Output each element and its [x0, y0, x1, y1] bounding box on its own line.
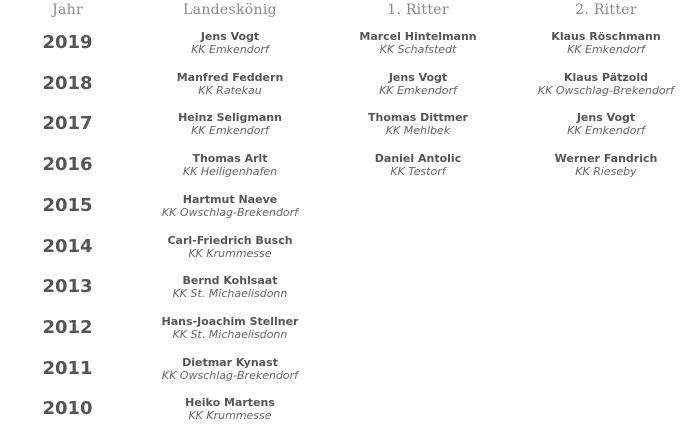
table-row [0, 396, 700, 436]
person-name: Klaus Röschmann [551, 30, 661, 43]
person-name: Jens Vogt [388, 70, 448, 84]
person-name: Carl-Friedrich Busch [167, 233, 293, 247]
person-name: Heinz Seligmann [178, 111, 282, 125]
person-name: Hans-Joachim Stellner [161, 314, 299, 328]
club-name: KK Emkendorf [191, 124, 269, 138]
club-name: KK Testorf [390, 165, 446, 179]
ritter1-cell [318, 152, 518, 179]
person-name: Bernd Kohlsaat [182, 274, 278, 288]
club-name: KK Ratekau [198, 83, 262, 97]
person-name: Daniel Antolic [374, 152, 462, 166]
ritter2-cell [506, 152, 700, 179]
club-name: KK Emkendorf [379, 83, 457, 97]
person-name: Thomas Arlt [192, 152, 268, 166]
club-name: KK Owschlag-Brekendorf [161, 368, 299, 382]
table-row [0, 274, 700, 314]
club-name: KK St. Michaelisdonn [172, 327, 288, 341]
person-name: Heiko Martens [185, 396, 275, 410]
club-name: KK Emkendorf [567, 43, 645, 56]
table-row [0, 356, 700, 396]
year-cell: 2013 [42, 276, 93, 298]
club-name: KK St. Michaelisdonn [172, 287, 288, 301]
year-cell: 2018 [42, 72, 93, 94]
ritter1-cell [318, 111, 518, 138]
club-name: KK Owschlag-Brekendorf [161, 205, 299, 219]
year-cell: 2019 [42, 32, 93, 53]
person-name: Thomas Dittmer [368, 111, 468, 125]
header-ritter1: 1. Ritter [387, 2, 449, 18]
club-name: KK Krummesse [188, 246, 272, 260]
ritter1-cell [318, 30, 518, 57]
club-name: KK Rieseby [575, 165, 637, 179]
person-name: Dietmar Kynast [182, 355, 278, 369]
header-landeskoenig: Landeskönig [183, 2, 277, 18]
header-year: Jahr [52, 2, 83, 18]
year-cell: 2011 [42, 357, 93, 379]
table-row [0, 315, 700, 355]
landeskoenig-cell [130, 152, 330, 179]
club-name: KK Owschlag-Brekendorf [537, 83, 675, 97]
year-cell: 2012 [42, 316, 93, 338]
table-row [0, 152, 700, 192]
landeskoenig-cell [130, 234, 330, 261]
person-name: Marcel Hintelmann [359, 30, 477, 43]
ritter2-cell [506, 111, 700, 138]
landeskoenig-cell [130, 396, 330, 423]
year-cell: 2015 [42, 194, 93, 216]
landeskoenig-cell [130, 274, 330, 301]
table-row [0, 193, 700, 233]
ritter2-cell [506, 71, 700, 98]
person-name: Manfred Feddern [176, 70, 284, 84]
person-name: Werner Fandrich [554, 152, 658, 166]
table-row [0, 30, 700, 70]
year-cell: 2010 [42, 398, 93, 420]
landeskoenig-cell [130, 193, 330, 220]
landeskoenig-cell [130, 71, 330, 98]
ritter2-cell [506, 30, 700, 57]
table-row [0, 71, 700, 111]
club-name: KK Emkendorf [191, 43, 269, 56]
table-row [0, 111, 700, 151]
person-name: Klaus Pätzold [564, 70, 648, 84]
landeskoenig-cell [130, 315, 330, 342]
year-cell: 2014 [42, 235, 93, 257]
year-cell: 2016 [42, 154, 93, 176]
landeskoenig-cell [130, 111, 330, 138]
club-name: KK Mehlbek [385, 124, 451, 138]
landeskoenig-cell [130, 30, 330, 57]
club-name: KK Schafstedt [379, 43, 457, 56]
table-row [0, 234, 700, 274]
ritter1-cell [318, 71, 518, 98]
person-name: Jens Vogt [200, 30, 260, 43]
landeskoenig-cell [130, 356, 330, 383]
header-ritter2: 2. Ritter [575, 2, 637, 18]
club-name: KK Heiligenhafen [182, 165, 278, 179]
year-cell: 2017 [42, 113, 93, 135]
club-name: KK Krummesse [188, 409, 272, 423]
person-name: Hartmut Naeve [182, 192, 278, 206]
club-name: KK Emkendorf [567, 124, 645, 138]
person-name: Jens Vogt [576, 111, 636, 125]
